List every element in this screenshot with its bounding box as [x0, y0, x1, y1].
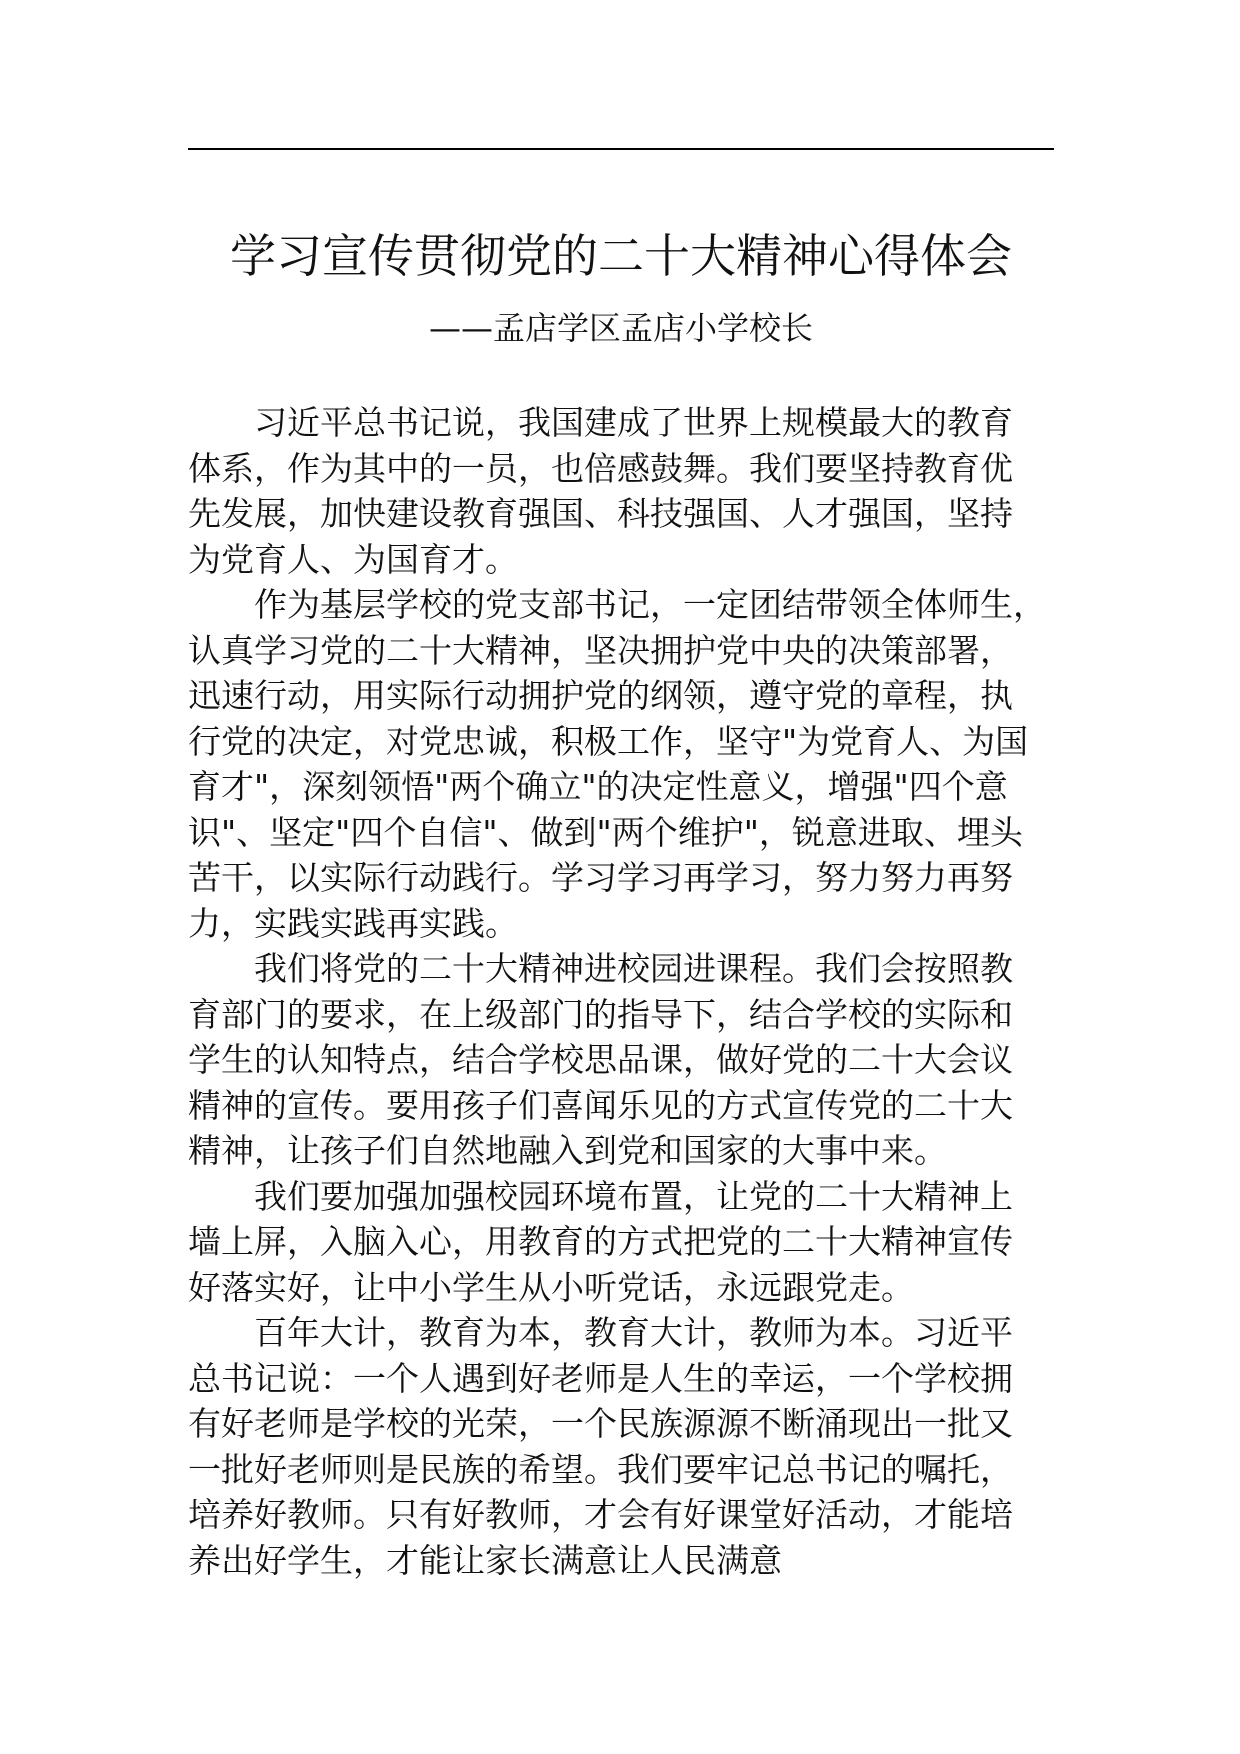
text-line: 我们要加强加强校园环境布置，让党的二十大精神上 [254, 1176, 1013, 1216]
text-line: 迅速行动，用实际行动拥护党的纲领，遵守党的章程，执 [188, 676, 1013, 715]
text-line: 先发展，加快建设教育强国、科技强国、人才强国，坚持 [188, 494, 1013, 533]
paragraph [188, 1310, 1054, 1583]
text-line: 习近平总书记说，我国建成了世界上规模最大的教育 [254, 403, 1013, 442]
text-line: 一批好老师则是民族的希望。我们要牢记总书记的嘱托， [188, 1449, 1013, 1489]
text-line: 我们将党的二十大精神进校园进课程。我们会按照教 [254, 949, 1013, 988]
paragraph [188, 946, 1054, 1174]
document-title: 学习宣传贯彻党的二十大精神心得体会 [230, 229, 1012, 283]
text-line: 力，实践实践再实践。 [188, 903, 518, 943]
text-line: 养出好学生，才能让家长满意让人民满意 [188, 1540, 782, 1580]
paragraph [188, 1174, 1054, 1311]
paragraph [188, 582, 1054, 946]
text-line: 育才"，深刻领悟"两个确立"的决定性意义，增强"四个意 [188, 767, 1008, 806]
text-line: 精神，让孩子们自然地融入到党和国家的大事中来。 [188, 1131, 947, 1170]
text-line: 为党育人、为国育才。 [188, 539, 518, 579]
text-line: 百年大计，教育为本，教育大计，教师为本。习近平 [254, 1313, 1013, 1352]
text-line: 墙上屏，入脑入心，用教育的方式把党的二十大精神宣传 [188, 1222, 1013, 1261]
text-line: 行党的决定，对党忠诚，积极工作，坚守"为党育人、为国 [188, 721, 1029, 761]
text-line: 识"、坚定"四个自信"、做到"两个维护"，锐意进取、埋头 [188, 812, 1023, 852]
text-line: 总书记说：一个人遇到好老师是人生的幸运，一个学校拥 [188, 1358, 1013, 1398]
text-line: 作为基层学校的党支部书记，一定团结带领全体师生， [254, 585, 1046, 624]
document-body [188, 400, 1054, 1583]
text-line: 苦干，以实际行动践行。学习学习再学习，努力努力再努 [188, 858, 1013, 897]
text-line: 体系，作为其中的一员，也倍感鼓舞。我们要坚持教育优 [188, 448, 1013, 488]
paragraph [188, 400, 1054, 582]
text-line: 学生的认知特点，结合学校思品课，做好党的二十大会议 [188, 1040, 1013, 1079]
text-line: 育部门的要求，在上级部门的指导下，结合学校的实际和 [188, 994, 1013, 1034]
document-subtitle: ——孟店学区孟店小学校长 [428, 309, 813, 347]
text-line: 有好老师是学校的光荣，一个民族源源不断涌现出一批又 [188, 1404, 1013, 1443]
header-rule [188, 148, 1054, 150]
text-line: 认真学习党的二十大精神，坚决拥护党中央的决策部署， [188, 630, 1013, 670]
text-line: 培养好教师。只有好教师，才会有好课堂好活动，才能培 [188, 1495, 1013, 1534]
text-line: 精神的宣传。要用孩子们喜闻乐见的方式宣传党的二十大 [188, 1085, 1013, 1125]
text-line: 好落实好，让中小学生从小听党话，永远跟党走。 [188, 1267, 914, 1307]
